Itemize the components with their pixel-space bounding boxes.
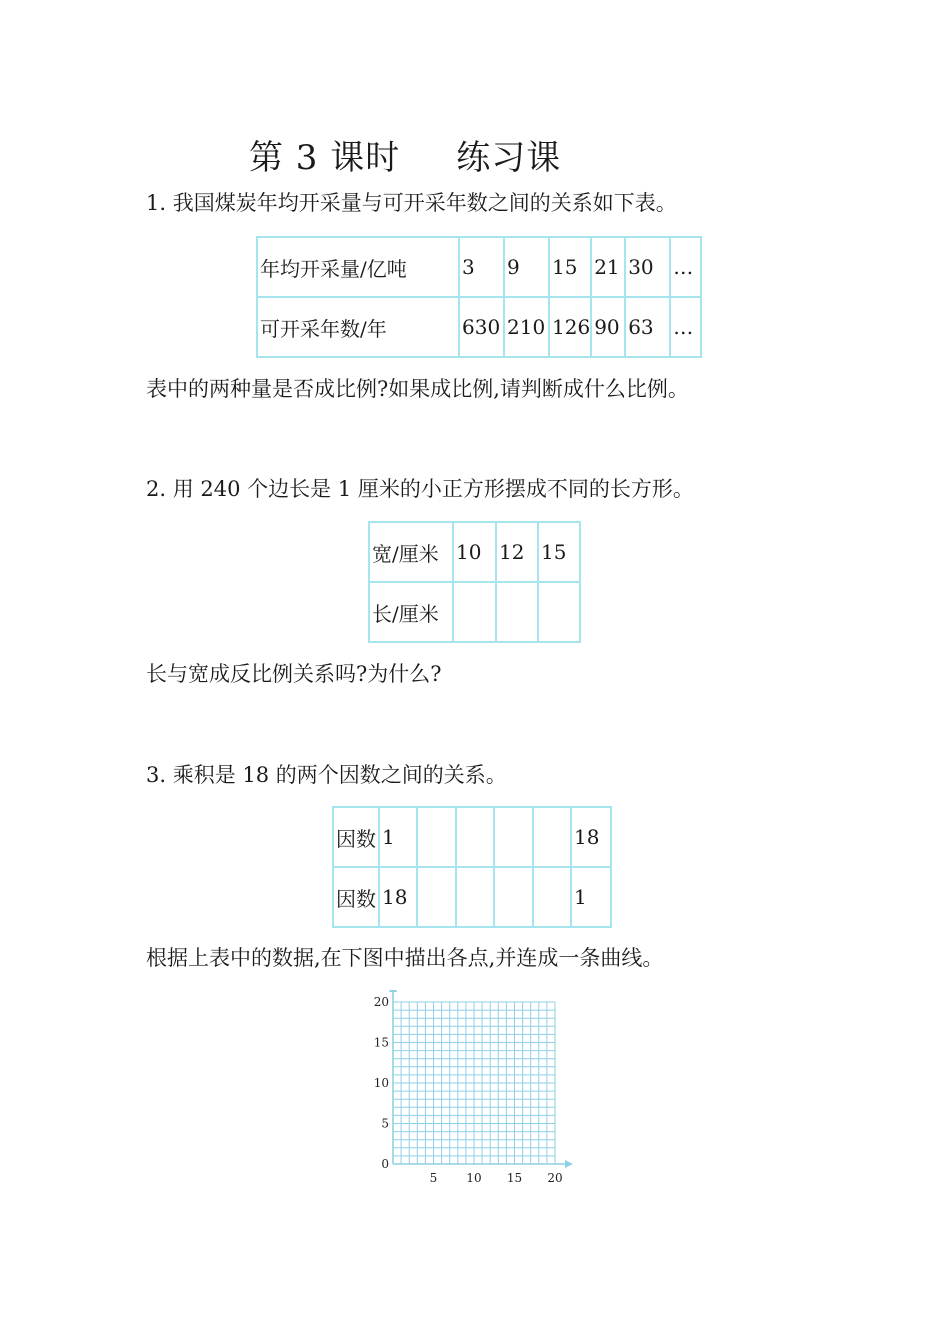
table-cell-blank[interactable]	[496, 582, 538, 642]
table-cell: 18	[571, 807, 611, 867]
table-cell-blank[interactable]	[494, 867, 533, 927]
q1-question: 1. 我国煤炭年均开采量与可开采年数之间的关系如下表。	[146, 191, 677, 215]
y-axis-arrow-icon	[389, 990, 397, 992]
table-cell: 90	[591, 297, 625, 357]
y-tick-label: 20	[373, 995, 389, 1009]
q1-ask: 表中的两种量是否成比例?如果成比例,请判断成什么比例。	[146, 377, 689, 401]
lesson-number: 第 3 课时	[249, 138, 401, 178]
y-tick-label: 15	[373, 1035, 389, 1050]
table-cell-blank[interactable]	[456, 807, 494, 867]
q2-row-length	[369, 582, 580, 642]
y-tick-label: 0	[381, 1157, 389, 1171]
coordinate-grid-chart[interactable]	[360, 990, 580, 1190]
q2-header-width: 宽/厘米	[369, 522, 453, 582]
x-tick-label: 10	[466, 1171, 482, 1185]
q1-header-years: 可开采年数/年	[257, 297, 459, 357]
table-cell-blank[interactable]	[417, 807, 456, 867]
x-tick-label: 15	[506, 1171, 523, 1185]
x-axis-arrow-icon	[565, 1160, 573, 1168]
q1-row-amount	[257, 237, 701, 297]
lesson-topic: 练习课	[456, 138, 562, 178]
table-cell: 15	[549, 237, 591, 297]
table-cell: 10	[453, 522, 496, 582]
table-cell: …	[670, 297, 701, 357]
table-cell: 63	[625, 297, 670, 357]
q3-row-factor-b	[333, 867, 611, 927]
table-cell: 126	[549, 297, 591, 357]
q2-question: 2. 用 240 个边长是 1 厘米的小正方形摆成不同的长方形。	[146, 477, 694, 501]
q3-ask: 根据上表中的数据,在下图中描出各点,并连成一条曲线。	[146, 946, 664, 970]
table-cell: 630	[459, 297, 504, 357]
q3-table	[332, 806, 612, 928]
table-cell: 12	[496, 522, 538, 582]
table-cell-blank[interactable]	[538, 582, 580, 642]
q3-question: 3. 乘积是 18 的两个因数之间的关系。	[146, 763, 507, 787]
q3-header-factor: 因数	[333, 867, 379, 927]
q1-header-amount: 年均开采量/亿吨	[257, 237, 459, 297]
q3-row-factor-a	[333, 807, 611, 867]
table-cell: 30	[625, 237, 670, 297]
table-cell: 9	[504, 237, 549, 297]
table-cell: …	[670, 237, 701, 297]
y-tick-label: 5	[381, 1116, 389, 1131]
table-cell-blank[interactable]	[417, 867, 456, 927]
table-cell-blank[interactable]	[456, 867, 494, 927]
table-cell: 21	[591, 237, 625, 297]
x-tick-label: 5	[429, 1171, 438, 1185]
table-cell: 1	[571, 867, 611, 927]
table-cell: 1	[379, 807, 417, 867]
table-cell: 210	[504, 297, 549, 357]
y-tick-label: 10	[373, 1076, 389, 1090]
table-cell: 3	[459, 237, 504, 297]
q2-header-length: 长/厘米	[369, 582, 453, 642]
q2-ask: 长与宽成反比例关系吗?为什么?	[146, 662, 442, 686]
table-cell-blank[interactable]	[533, 867, 571, 927]
q1-table	[256, 236, 702, 358]
lesson-title	[249, 130, 561, 179]
q3-header-factor: 因数	[333, 807, 379, 867]
table-cell-blank[interactable]	[453, 582, 496, 642]
table-cell-blank[interactable]	[533, 807, 571, 867]
q1-row-years	[257, 297, 701, 357]
q2-table	[368, 521, 581, 643]
table-cell: 18	[379, 867, 417, 927]
table-cell: 15	[538, 522, 580, 582]
table-cell-blank[interactable]	[494, 807, 533, 867]
q2-row-width	[369, 522, 580, 582]
x-tick-label: 20	[547, 1171, 563, 1185]
